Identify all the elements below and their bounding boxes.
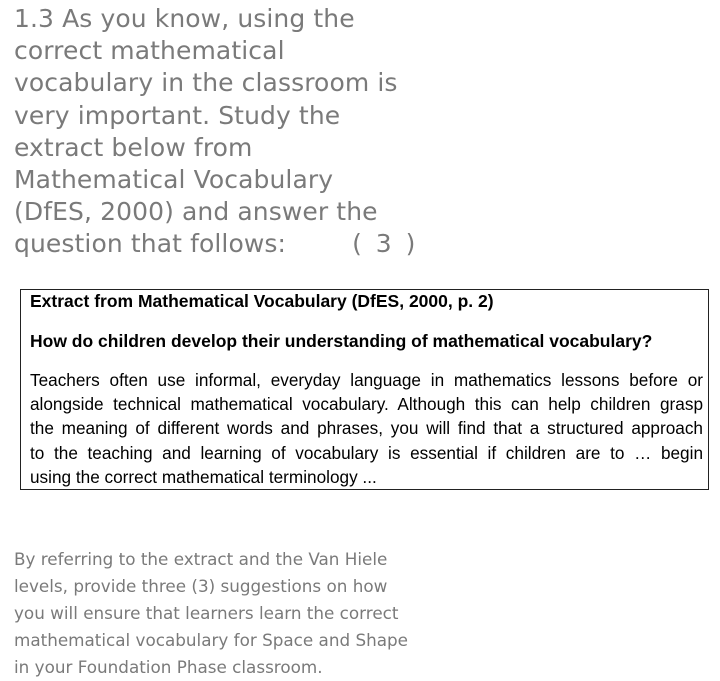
question-line: very important. Study the	[14, 100, 341, 130]
extract-body-line: Teachers often use informal, everyday language in mathematics lessons before or	[30, 370, 703, 390]
extract-body	[30, 368, 703, 489]
question-line: (DfES, 2000) and answer the	[14, 197, 378, 227]
instruction-line: you will ensure that learners learn the correct	[14, 603, 399, 623]
question-line: question that follows:	[14, 229, 287, 259]
extract-question: How do children develop their understanding of mathematical vocabulary?	[30, 331, 653, 351]
question-line: vocabulary in the classroom is	[14, 68, 398, 98]
question-line: 1.3 As you know, using the	[14, 4, 355, 33]
question-line: correct mathematical	[14, 36, 285, 66]
question-marks: ( 3 )	[352, 229, 419, 259]
extract-body-line: the meaning of different words and phrases, you will find that a structured approach	[30, 418, 703, 439]
question-heading	[14, 3, 419, 261]
extract-title: Extract from Mathematical Vocabulary (DfES, 2000, p. 2)	[30, 291, 494, 311]
instruction-line: By referring to the extract and the Van Hiele	[14, 549, 388, 569]
question-line-with-marks	[14, 228, 419, 260]
instruction-line: mathematical vocabulary for Space and Shape	[14, 630, 408, 650]
instruction-line: in your Foundation Phase classroom.	[14, 657, 323, 677]
instruction-text	[14, 546, 414, 681]
extract-body-line: using the correct mathematical terminology ...	[30, 466, 377, 487]
instruction-line: levels, provide three (3) suggestions on how	[14, 576, 388, 596]
extract-body-line: to the teaching and learning of vocabulary is essential if children are to … begin	[30, 442, 703, 463]
extract-body-line: alongside technical mathematical vocabulary. Although this can help children grasp	[30, 394, 703, 415]
question-line: extract below from	[14, 132, 253, 162]
question-line: Mathematical Vocabulary	[14, 165, 334, 195]
extract-box	[20, 289, 709, 490]
